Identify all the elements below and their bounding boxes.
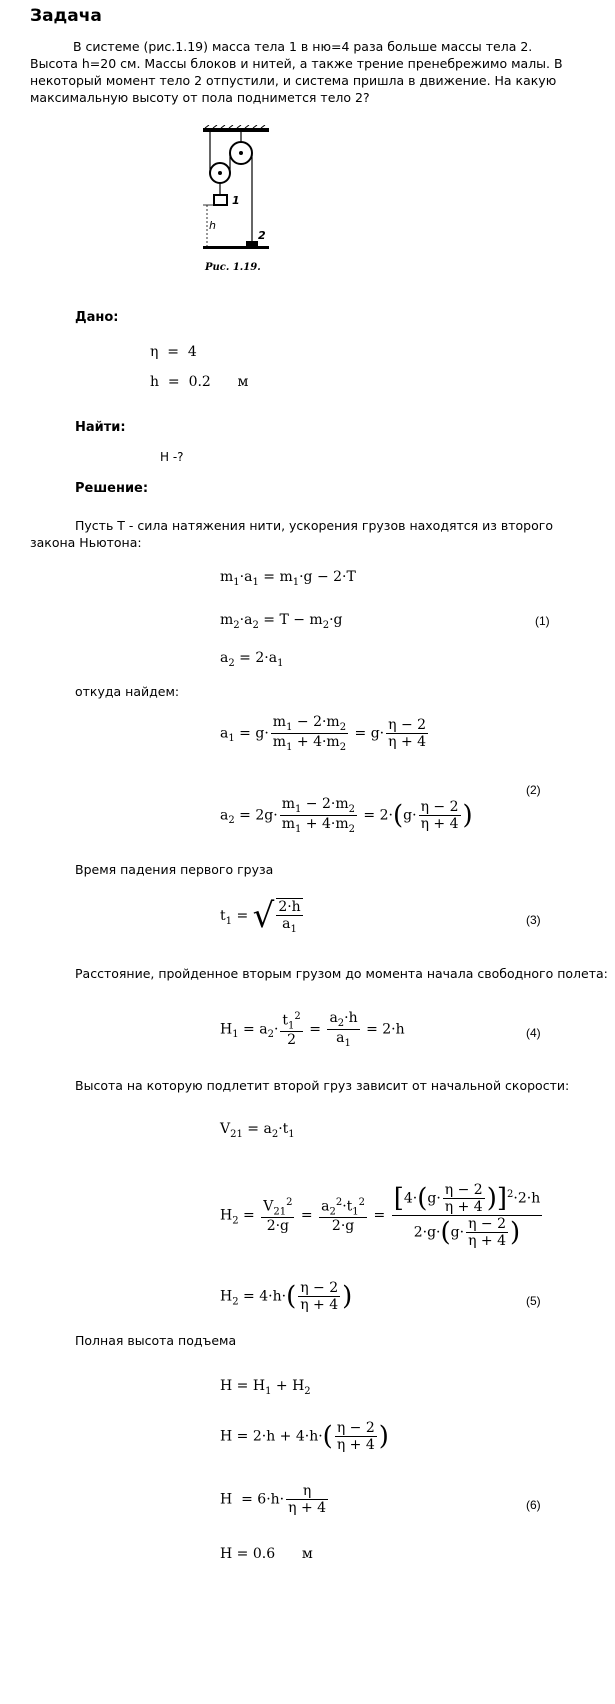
- text-fall-time: Время падения первого груза: [75, 862, 274, 877]
- h-unit: м: [237, 374, 249, 390]
- equation-H-final: H = 6·h· $\frac{\eta}{\eta + 4}$: [220, 1483, 327, 1516]
- equation-H-sum: $H = H_1 + H_2$: [220, 1378, 311, 1397]
- solution-heading: Решение:: [75, 481, 149, 496]
- figure-pulley-system: [195, 125, 280, 285]
- answer: H = 0.6 м: [220, 1546, 313, 1562]
- label-h: h: [209, 219, 216, 232]
- answer-unit: м: [301, 1546, 313, 1562]
- equation-H2-short: $H_2 = 4\cdot h\cdot$( $\frac{\eta - 2}{\eta + 4}$ ): [220, 1280, 353, 1313]
- equation-a1: $a_1 = g\cdot$ $\frac{m_1 - 2\cdot m_2}{m_1 + 4\cdot m_2}$ = g· $\frac{\eta - 2}{\eta + 4}$: [220, 714, 427, 753]
- solution-intro: Пусть T - сила натяжения нити, ускорения грузов находятся из второго закона Ньютона:: [30, 518, 553, 550]
- find-heading: Найти:: [75, 420, 126, 435]
- h-symbol: h: [150, 374, 160, 390]
- given-eta: η = 4: [150, 344, 197, 360]
- given-heading: Дано:: [75, 310, 119, 325]
- text-height: Высота на которую подлетит второй груз зависит от начальной скорости:: [75, 1078, 570, 1093]
- given-h: h = 0.2 м: [150, 374, 249, 390]
- equation-newton-1: $m_1\cdot a_1 = m_1\cdot g - 2\cdot T$: [220, 569, 356, 588]
- text-distance: Расстояние, пройденное вторым грузом до момента начала свободного полета:: [75, 966, 608, 981]
- equation-newton-2: $m_2\cdot a_2 = T - m_2\cdot g$: [220, 612, 343, 631]
- answer-value: 0.6: [252, 1546, 276, 1562]
- equation-H-expanded: H = 2·h + 4·h·( $\frac{\eta - 2}{\eta + 4}$ ): [220, 1420, 389, 1453]
- eq-number-6: (6): [526, 1498, 541, 1512]
- equation-H1: $H_1 = a_2\cdot$ $\frac{t_1^2}{2}$ = $\frac{a_2\cdot h}{a_1}$ = 2·h: [220, 1010, 405, 1049]
- eq-number-5: (5): [526, 1294, 541, 1308]
- h-value: 0.2: [188, 374, 211, 390]
- equation-kinematic: $a_2 = 2\cdot a_1$: [220, 650, 284, 669]
- text-full-height: Полная высота подъема: [75, 1333, 237, 1348]
- equation-V21: $V_{21} = a_2\cdot t_1$: [220, 1121, 295, 1140]
- label-body-1: 1: [232, 194, 240, 207]
- pulley-diagram: [195, 125, 280, 260]
- eq-number-4: (4): [526, 1026, 541, 1040]
- equation-t1: $t_1$ = √ $\frac{2\cdot h}{a_1}$: [220, 896, 301, 936]
- find-value: H -?: [160, 450, 184, 464]
- eq-number-3: (3): [526, 913, 541, 927]
- eta-symbol: η: [150, 344, 159, 360]
- eq-number-2: (2): [526, 783, 541, 797]
- eta-value: 4: [187, 344, 197, 360]
- page-title: Задача: [30, 6, 102, 26]
- figure-caption: Рис. 1.19.: [205, 262, 261, 273]
- equation-a2: $a_2 = 2g\cdot$ $\frac{m_1 - 2\cdot m_2}{m_1 + 4\cdot m_2}$ = 2·(g· $\frac{\eta - 2}{\eta + 4}$ ): [220, 796, 473, 835]
- problem-text: В системе (рис.1.19) масса тела 1 в ню=4 раза больше массы тела 2. Высота h=20 см. Массы блоков и нитей, а также трение пренебрежимо малы. В некоторый момент тело 2 отпустили, и система пришла в движение. На какую максимальную высоту от пола поднимется тело 2?: [30, 39, 563, 105]
- label-body-2: 2: [258, 229, 266, 242]
- eq-number-1: (1): [535, 614, 550, 628]
- text-from-where: откуда найдем:: [75, 684, 180, 699]
- equation-H2-long: $H_2$ = $\frac{V_{21}^2}{2\cdot g}$ = $\frac{a_2^2\cdot t_1^2}{2\cdot g}$ = [4·(g· $\frac{\eta - 2}{\eta + 4}$ )]$^2$·2·h 2·g·(g· $\frac{\eta - 2}{\eta + 4}$ ): [220, 1182, 541, 1249]
